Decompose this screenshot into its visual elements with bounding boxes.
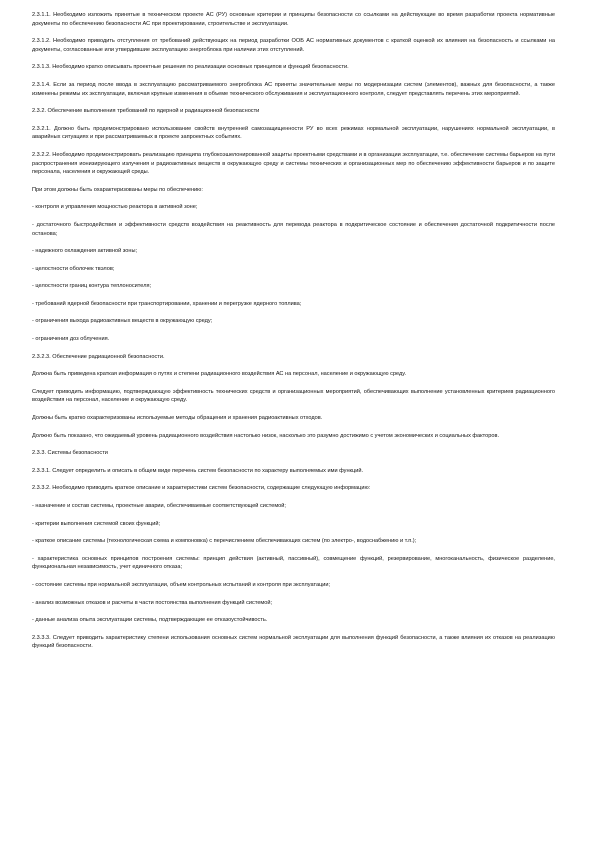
paragraph-2-3-1-3: 2.3.1.3. Необходимо кратко описывать проектные решения по реализации основных принципов и функций безопасности. xyxy=(32,64,349,71)
list-item: - ограничения выхода радиоактивных веществ в окружающую среду; xyxy=(32,318,213,325)
list-item: - контроля и управления мощностью реактора в активной зоне; xyxy=(32,204,198,211)
paragraph-2-3-1-2: 2.3.1.2. Необходимо приводить отступления от требований действующих на период разработки ООБ АС нормативных документов с краткой оценкой их влияния на безопасность и ссылками на документы, согласованные или утвердившие эксплуатацию энергоблока при наличии этих отступлений. xyxy=(32,38,555,53)
paragraph-2-3-2-2: 2.3.2.2. Необходимо продемонстрировать реализацию принципа глубокоэшелонированной защиты проектными средствами и в организации эксплуатации, т.е. обеспечение системы барьеров на пути распространения ионизирующего излучения и радиоактивных веществ в окружающую среду и системы технических и организационных мер по обеспечению эффективности барьеров и по защите персонала, населения и окружающей среды. xyxy=(32,151,555,176)
paragraph-2-3-3-1: 2.3.3.1. Следует определить и описать в общем виде перечень систем безопасности по характеру выполняемых ими функций. xyxy=(32,467,363,474)
list-item: - достаточного быстродействия и эффективности средств воздействия на реактивность для перевода реактора в подкритическое состояние и обеспечения достаточной подкритичности после останова; xyxy=(32,221,555,237)
list-item: - характеристика основных принципов построения системы: принцип действия (активный, пассивный), совмещение функций, резервирование, многоканальность, физическое разделение, функциональная независимость, учет единичного отказа; xyxy=(32,555,555,571)
paragraph-2-3-3-3: 2.3.3.3. Следует приводить характеристику степени использования основных систем нормальной эксплуатации для выполнения функций безопасности, а также влияния их отказов на реализацию функций безопасности. xyxy=(32,634,555,650)
paragraph-2-3-1-1: 2.3.1.1. Необходимо изложить принятые в техническом проекте АС (РУ) основные критерии и принципы безопасности со ссылками на действующие во время разработки проекта нормативные документы по обеспечению безопасности АС при проектировании, строительстве и эксплуатации. xyxy=(32,12,555,27)
paragraph-2-3-1-4: 2.3.1.4. Если за период после ввода в эксплуатацию рассматриваемого энергоблока АС приняты значительные меры по модернизации систем (элементов), важных для безопасности, а также изменены режимы их эксплуатации, включая крупные изменения в объеме технического обслуживания и эксплуатационного контроля, следует представлять перечень этих мероприятий. xyxy=(32,81,555,97)
list-item: - надежного охлаждения активной зоны; xyxy=(32,248,138,255)
paragraph-radiation-paths: Должна быть приведена краткая информация о путях и степени радиационного воздействия АС на персонал, население и окружающую среду. xyxy=(32,371,407,378)
list-item: - данные анализа опыта эксплуатации системы, подтверждающие ее отказоустойчивость. xyxy=(32,617,268,624)
list-item: - критерии выполнения системой своих функций; xyxy=(32,520,161,527)
list-item: - анализ возможных отказов и расчеты в части постоянства выполнения функций системой; xyxy=(32,599,273,606)
list-item: - состояние системы при нормальной эксплуатации, объем контрольных испытаний и контроля при эксплуатации; xyxy=(32,581,331,588)
list-item: - целостности оболочек твэлов; xyxy=(32,265,115,272)
paragraph-2-3-3-2: 2.3.3.2. Необходимо приводить краткое описание и характеристики систем безопасности, содержащие следующую информацию: xyxy=(32,485,371,492)
paragraph-radiation-effectiveness: Следует приводить информацию, подтверждающую эффективность технических средств и организационных мероприятий, обеспечивающих выполнение установленных критериев радиационного воздействия на персонал, население и окружающую среду. xyxy=(32,388,555,404)
list-item: - целостности границ контура теплоносителя; xyxy=(32,283,152,290)
heading-2-3-2: 2.3.2. Обеспечение выполнения требований по ядерной и радиационной безопасности xyxy=(32,108,260,115)
list-item: - назначение и состав системы, проектные аварии, обеспечиваемые соответствующей системой; xyxy=(32,503,286,509)
list-item: - требований ядерной безопасности при транспортировании, хранении и перегрузке ядерного топлива; xyxy=(32,300,302,307)
paragraph-2-3-2-1: 2.3.2.1. Должно быть продемонстрировано использование свойств внутренней самозащищенности РУ во всех режимах нормальной эксплуатации, нарушениях нормальной эксплуатации, в аварийных ситуациях и при рассматриваемых в проекте запроектных событиях. xyxy=(32,125,555,141)
paragraph-waste-methods: Должны быть кратко охарактеризованы используемые методы обращения и хранения радиоактивных отходов. xyxy=(32,415,323,422)
heading-2-3-3: 2.3.3. Системы безопасности xyxy=(32,450,108,457)
measures-intro: При этом должны быть охарактеризованы меры по обеспечению: xyxy=(32,186,203,193)
list-item: - ограничения доз облучения. xyxy=(32,336,110,343)
list-item: - краткое описание системы (технологическая схема и компоновка) с перечислением обеспечивающих систем (по электро-, водоснабжению и т.п.); xyxy=(32,538,417,545)
paragraph-alara: Должно быть показано, что ожидаемый уровень радиационного воздействия настолько низок, насколько это разумно достижимо с учетом экономических и социальных факторов. xyxy=(32,432,500,439)
heading-2-3-2-3: 2.3.2.3. Обеспечение радиационной безопасности. xyxy=(32,353,165,360)
